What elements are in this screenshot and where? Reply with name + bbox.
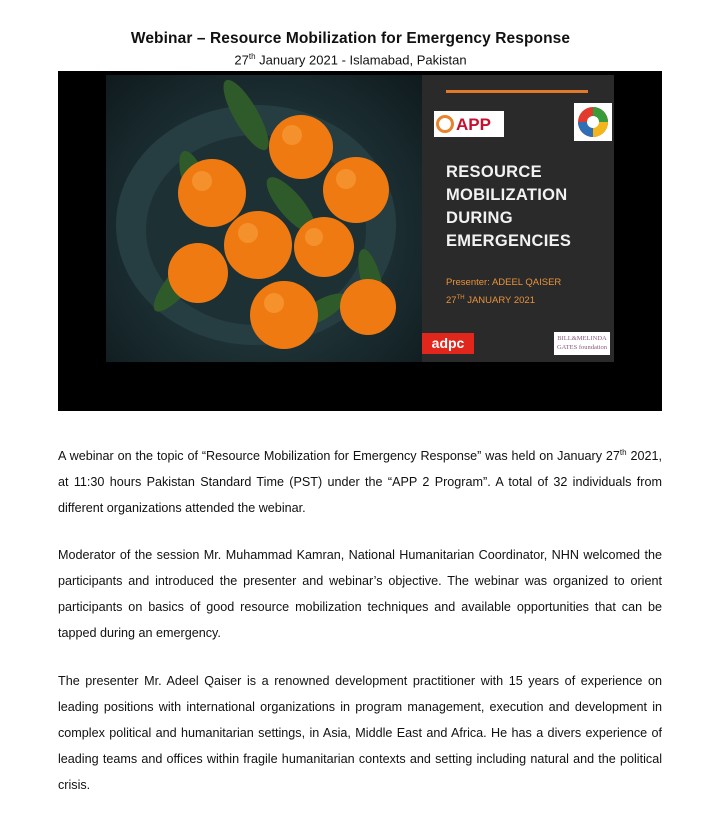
partner-wheel-logo xyxy=(574,103,612,141)
date-location: January 2021 - Islamabad, Pakistan xyxy=(255,52,467,68)
paragraph-moderator: Moderator of the session Mr. Muhammad Kamran, National Humanitarian Coordinator, NHN welcomed the participants and introduced the presenter and webinar’s objective. The webinar was organized to orient participants on basics of good resource mobilization techniques and available opportunities that can be tapped during an emergency. xyxy=(58,548,662,640)
oranges-photo xyxy=(106,75,422,362)
gates-logo-line: GATES foundation xyxy=(556,344,607,351)
ordinal-suffix: th xyxy=(619,447,627,457)
slide-heading xyxy=(446,161,571,253)
document-subtitle xyxy=(0,52,701,67)
slide-presenter: Presenter: ADEEL QAISER xyxy=(446,277,562,288)
gates-foundation-logo xyxy=(554,332,610,355)
paragraph-text: A webinar on the topic of “Resource Mobilization for Emergency Response” was held on January 27 xyxy=(58,449,620,463)
date-suffix: th xyxy=(248,52,256,61)
slide-text-panel xyxy=(422,75,614,362)
oranges-illustration xyxy=(106,75,422,362)
slide-heading-line: RESOURCE xyxy=(446,163,542,181)
slide-date-rest: JANUARY 2021 xyxy=(464,295,535,307)
slide-heading-line: MOBILIZATION xyxy=(446,186,568,204)
slide-screenshot xyxy=(58,71,662,411)
color-wheel-icon xyxy=(576,105,610,139)
accent-bar xyxy=(446,90,588,93)
date-day: 27 xyxy=(234,52,249,68)
paragraph-text: 2021, at 11:30 hours Pakistan Standard Time (PST) under the “APP 2 Program”. A total of 32 individuals from different organizations attended the webinar. xyxy=(58,449,662,515)
app-logo-mark-icon xyxy=(436,115,454,133)
adpc-logo: adpc xyxy=(422,333,474,354)
document-title: Webinar – Resource Mobilization for Emergency Response xyxy=(130,30,571,47)
paragraph-intro xyxy=(58,443,662,521)
slide-heading-line: DURING xyxy=(446,209,513,227)
gates-logo-line: BILL&MELINDA xyxy=(557,335,607,342)
app-logo-text: APP xyxy=(456,114,491,134)
presentation-slide xyxy=(106,75,614,362)
slide-date xyxy=(446,295,535,306)
slide-heading-line: EMERGENCIES xyxy=(446,232,572,250)
app-logo xyxy=(434,111,504,137)
paragraph-presenter: The presenter Mr. Adeel Qaiser is a renowned development practitioner with 15 years of experience on leading positions with international organizations in program management, execution and development in complex political and humanitarian settings, in Asia, Middle East and Africa. He has a divers experience of leading teams and offices within fragile humanitarian contexts and setting including natural and the political crisis. xyxy=(58,674,662,792)
slide-date-suffix: TH xyxy=(456,295,465,301)
slide-date-day: 27 xyxy=(446,295,457,307)
